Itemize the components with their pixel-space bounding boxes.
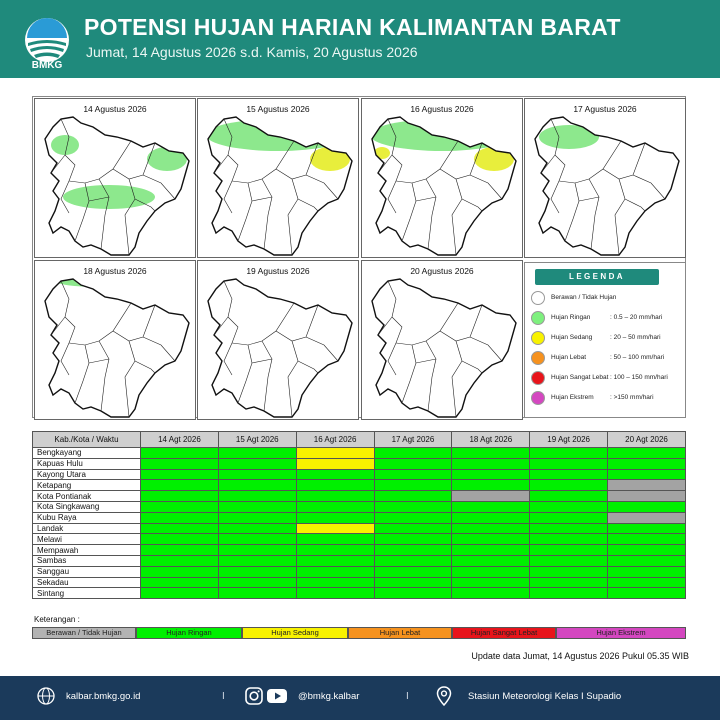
regency-boundary [51,155,65,173]
table-row [33,469,686,480]
forecast-cell-ringan [374,469,452,480]
regency-boundary [69,303,131,345]
legend-item [531,331,681,345]
forecast-cell-berawan [608,480,686,491]
forecast-cell-ringan [141,577,219,588]
regency-boundary [288,341,298,417]
keterangan-label: Keterangan : [34,615,80,624]
forecast-cell-ringan [608,555,686,566]
legend-range: : 20 – 50 mm/hari [610,334,661,341]
regency-boundary [426,179,436,249]
forecast-cell-ringan [218,588,296,599]
forecast-cell-ringan [530,491,608,502]
map-legend [524,262,686,418]
regency-boundary [61,281,75,343]
forecast-cell-ringan [296,534,374,545]
forecast-cell-ringan [374,588,452,599]
legend-swatch [531,371,545,385]
forecast-cell-ringan [141,523,219,534]
legend-range: : 50 – 100 mm/hari [610,354,665,361]
table-row [33,491,686,502]
footer-separator: I [406,691,409,702]
forecast-cell-ringan [530,588,608,599]
regency-boundary [579,197,599,201]
forecast-cell-ringan [141,545,219,556]
regency-boundary [224,281,238,343]
forecast-cell-ringan [608,458,686,469]
region-name: Sambas [33,555,141,566]
map-panel-date: 19 Agustus 2026 [246,266,310,276]
forecast-cell-ringan [296,545,374,556]
youtube-icon[interactable] [266,686,288,706]
forecast-cell-ringan [296,588,374,599]
table-row [33,523,686,534]
table-row [33,566,686,577]
region-name: Kota Pontianak [33,491,141,502]
keterangan-item: Hujan Lebat [348,627,452,639]
forecast-cell-ringan [374,512,452,523]
forecast-cell-ringan [141,458,219,469]
rain-area-ringan [288,281,308,289]
forecast-cell-ringan [296,577,374,588]
regency-boundary [551,181,559,213]
regency-boundary [306,337,338,361]
regency-boundary [224,181,232,213]
forecast-cell-berawan [608,512,686,523]
table-day-header: 16 Agt 2026 [296,432,374,448]
forecast-cell-ringan [374,501,452,512]
map-panel-date: 20 Agustus 2026 [410,266,474,276]
forecast-cell-ringan [218,555,296,566]
forecast-cell-ringan [452,588,530,599]
region-name: Bengkayang [33,448,141,459]
header-banner [0,0,720,78]
map-panel-date: 15 Agustus 2026 [246,104,310,114]
forecast-cell-ringan [141,566,219,577]
map-panel-date: 16 Agustus 2026 [410,104,474,114]
footer-social-handle[interactable]: @bmkg.kalbar [298,691,360,702]
forecast-cell-ringan [530,523,608,534]
regency-boundary [262,341,272,411]
table-day-header: 14 Agt 2026 [141,432,219,448]
keterangan-item: Hujan Sangat Lebat [452,627,556,639]
regency-boundary [125,341,135,417]
forecast-cell-ringan [452,523,530,534]
kalbar-map [202,115,356,257]
forecast-cell-ringan [374,534,452,545]
legend-range: : 100 – 150 mm/hari [610,374,668,381]
forecast-cell-berawan [608,491,686,502]
legend-swatch [531,391,545,405]
forecast-cell-ringan [452,577,530,588]
regency-boundary [402,183,416,241]
regency-boundary [99,341,109,411]
forecast-cell-ringan [218,523,296,534]
kalbar-map [366,277,520,419]
page-title: POTENSI HUJAN HARIAN KALIMANTAN BARAT [84,14,621,40]
regency-boundary [232,303,294,345]
forecast-cell-ringan [530,577,608,588]
www-globe-icon [36,686,56,706]
forecast-cell-ringan [296,469,374,480]
regency-boundary [252,359,272,363]
table-day-header: 20 Agt 2026 [608,432,686,448]
regency-boundary [89,359,109,363]
forecast-cell-ringan [218,534,296,545]
update-timestamp: Update data Jumat, 14 Agustus 2026 Pukul 05.35 WIB [471,651,689,661]
forecast-cell-ringan [608,448,686,459]
footer-website-link[interactable]: kalbar.bmkg.go.id [66,691,141,702]
regency-boundary [224,343,232,375]
legend-label: Hujan Ekstrem [551,394,594,401]
regency-boundary [298,199,318,211]
legend-label: Berawan / Tidak Hujan [551,294,617,301]
kalbar-map [366,115,520,257]
legend-swatch [531,351,545,365]
forecast-cell-ringan [530,448,608,459]
forecast-cell-ringan [608,501,686,512]
legend-title: LEGENDA [535,269,659,285]
legend-swatch [531,291,545,305]
region-name: Kayong Utara [33,469,141,480]
regency-boundary [416,359,436,363]
table-row [33,577,686,588]
forecast-cell-ringan [452,512,530,523]
forecast-cell-ringan [530,545,608,556]
regency-boundary [388,181,396,213]
forecast-cell-ringan [218,566,296,577]
regency-boundary [252,197,272,201]
forecast-cell-ringan [530,501,608,512]
forecast-cell-ringan [218,501,296,512]
table-day-header: 15 Agt 2026 [218,432,296,448]
forecast-cell-sedang [296,448,374,459]
table-day-header: 17 Agt 2026 [374,432,452,448]
forecast-cell-ringan [452,480,530,491]
forecast-cell-ringan [374,523,452,534]
logo-text: BMKG [31,60,63,71]
map-panel [197,260,359,420]
regency-boundary [633,175,665,199]
forecast-cell-ringan [374,480,452,491]
forecast-cell-ringan [374,458,452,469]
legend-range: : 0.5 – 20 mm/hari [610,314,663,321]
regency-boundary [625,199,645,211]
map-panel [524,98,686,258]
regency-boundary [388,281,402,343]
regency-boundary [214,317,228,335]
table-row [33,588,686,599]
regency-boundary [51,317,65,335]
forecast-cell-ringan [218,545,296,556]
legend-label: Hujan Ringan [551,314,591,321]
forecast-cell-ringan [608,577,686,588]
forecast-cell-ringan [608,545,686,556]
forecast-cell-sedang [296,458,374,469]
forecast-cell-ringan [608,523,686,534]
forecast-cell-ringan [296,566,374,577]
legend-label: Hujan Sedang [551,334,593,341]
table-day-header: 19 Agt 2026 [530,432,608,448]
region-name: Mempawah [33,545,141,556]
forecast-cell-ringan [296,480,374,491]
forecast-cell-ringan [141,448,219,459]
forecast-cell-ringan [141,469,219,480]
region-name: Ketapang [33,480,141,491]
legend-item [531,291,681,305]
legend-swatch [531,311,545,325]
region-name: Melawi [33,534,141,545]
legend-range: : >150 mm/hari [610,394,654,401]
forecast-cell-ringan [374,491,452,502]
forecast-cell-ringan [218,512,296,523]
regency-boundary [416,197,436,201]
regency-boundary [440,305,482,341]
rain-area-ringan [539,125,599,149]
forecast-cell-ringan [608,534,686,545]
forecast-cell-ringan [141,534,219,545]
kalbar-map [39,277,193,419]
forecast-cell-sedang [296,523,374,534]
forecast-cell-ringan [218,448,296,459]
forecast-cell-ringan [141,512,219,523]
keterangan-row [32,627,686,639]
forecast-cell-ringan [530,555,608,566]
regency-boundary [276,305,318,341]
table-row [33,501,686,512]
forecast-cell-ringan [218,491,296,502]
table-row [33,534,686,545]
forecast-cell-ringan [452,448,530,459]
forecast-cell-ringan [452,469,530,480]
legend-label: Hujan Lebat [551,354,587,361]
regency-boundary [603,143,645,179]
map-panel [361,260,523,420]
table-row [33,545,686,556]
legend-item [531,351,681,365]
keterangan-item: Hujan Sedang [242,627,348,639]
legend-item [531,311,681,325]
rain-area-ringan [370,119,514,151]
regency-boundary [143,337,175,361]
map-panel [361,98,523,258]
forecast-cell-ringan [608,588,686,599]
region-name: Sanggau [33,566,141,577]
regency-boundary [238,345,252,403]
forecast-cell-ringan [374,545,452,556]
forecast-cell-ringan [296,501,374,512]
forecast-cell-ringan [218,577,296,588]
forecast-table [32,431,686,599]
region-name: Landak [33,523,141,534]
map-panel-date: 14 Agustus 2026 [83,104,147,114]
keterangan-item: Hujan Ekstrem [556,627,686,639]
forecast-cell-ringan [452,566,530,577]
regency-boundary [470,175,502,199]
regency-boundary [541,155,555,173]
map-panel-date: 18 Agustus 2026 [83,266,147,276]
forecast-cell-ringan [452,501,530,512]
forecast-cell-ringan [608,566,686,577]
kalbar-map [202,277,356,419]
forecast-cell-ringan [141,588,219,599]
table-row [33,458,686,469]
regency-boundary [452,341,462,417]
forecast-cell-ringan [530,534,608,545]
legend-label: Hujan Sangat Lebat [551,374,609,381]
legend-item [531,391,681,405]
forecast-cell-ringan [530,566,608,577]
rain-area-ringan [55,277,143,287]
forecast-cell-ringan [452,534,530,545]
regency-boundary [452,179,462,255]
regency-boundary [238,183,252,241]
forecast-cell-ringan [296,555,374,566]
regency-boundary [396,303,458,345]
regency-boundary [589,179,599,249]
regency-boundary [615,179,625,255]
map-panel [197,98,359,258]
table-day-header: 18 Agt 2026 [452,432,530,448]
forecast-cell-ringan [530,469,608,480]
regency-boundary [470,337,502,361]
keterangan-item: Berawan / Tidak Hujan [32,627,136,639]
forecast-cell-ringan [141,501,219,512]
regency-boundary [288,179,298,255]
regency-boundary [306,175,338,199]
forecast-cell-ringan [452,555,530,566]
table-row [33,512,686,523]
forecast-cell-ringan [374,566,452,577]
forecast-cell-ringan [530,480,608,491]
forecast-cell-ringan [141,555,219,566]
table-corner-header: Kab./Kota / Waktu [33,432,141,448]
regency-boundary [135,361,155,373]
rain-area-ringan [206,119,350,151]
table-row [33,480,686,491]
kalbar-map [39,115,193,257]
region-name: Kapuas Hulu [33,458,141,469]
forecast-cell-ringan [296,512,374,523]
forecast-cell-ringan [530,512,608,523]
forecast-cell-ringan [218,480,296,491]
map-panel [34,260,196,420]
page-subtitle: Jumat, 14 Agustus 2026 s.d. Kamis, 20 Agustus 2026 [86,44,418,60]
regency-boundary [262,179,272,249]
regency-boundary [402,345,416,403]
regency-boundary [61,343,69,375]
regency-boundary [462,199,482,211]
region-name: Sekadau [33,577,141,588]
forecast-cell-ringan [296,491,374,502]
regency-boundary [378,317,392,335]
rain-area-sedang [374,147,390,159]
regency-boundary [565,183,579,241]
regency-boundary [214,155,228,173]
forecast-cell-ringan [452,458,530,469]
footer-separator: I [222,691,225,702]
forecast-cell-ringan [141,480,219,491]
forecast-cell-berawan [452,491,530,502]
instagram-icon[interactable] [244,686,264,706]
forecast-cell-ringan [141,491,219,502]
footer-station: Stasiun Meteorologi Kelas I Supadio [468,691,622,702]
map-panel-date: 17 Agustus 2026 [573,104,637,114]
forecast-cell-ringan [374,555,452,566]
table-row [33,555,686,566]
legend-swatch [531,331,545,345]
regency-boundary [388,343,396,375]
forecast-cell-ringan [374,448,452,459]
forecast-cell-ringan [218,458,296,469]
regency-boundary [113,305,155,341]
region-name: Kubu Raya [33,512,141,523]
forecast-cell-ringan [608,469,686,480]
forecast-cell-ringan [218,469,296,480]
regency-boundary [298,361,318,373]
regency-boundary [462,361,482,373]
regency-boundary [426,341,436,411]
forecast-cell-ringan [452,545,530,556]
rain-area-ringan [51,135,79,155]
forecast-cell-ringan [374,577,452,588]
keterangan-item: Hujan Ringan [136,627,242,639]
kalbar-map [529,115,683,257]
forecast-cell-ringan [530,458,608,469]
location-pin-icon [436,686,452,706]
regency-boundary [75,345,89,403]
region-name: Kota Singkawang [33,501,141,512]
map-panel [34,98,196,258]
table-row [33,448,686,459]
region-name: Sintang [33,588,141,599]
legend-item [531,371,681,385]
footer-bar [0,676,720,720]
